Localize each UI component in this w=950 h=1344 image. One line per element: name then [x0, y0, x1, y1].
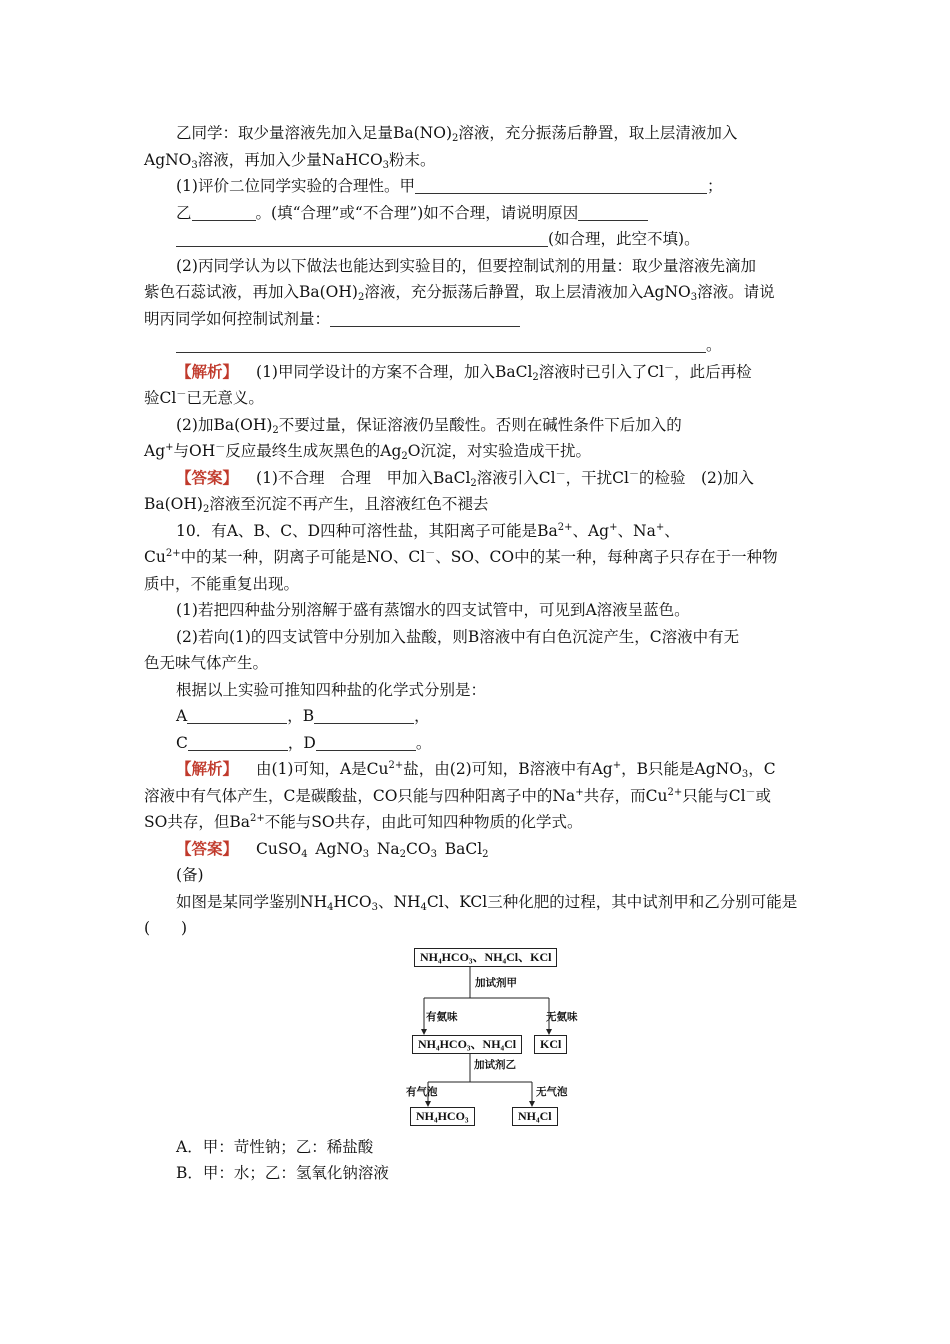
answer-blank[interactable] [192, 203, 256, 221]
answer-blank[interactable] [415, 176, 707, 194]
flowchart-label-has-ammonia: 有氨味 [426, 1010, 458, 1023]
text: ，此后再检 [674, 362, 752, 381]
answer-tag: 【答案】 [176, 467, 239, 487]
question-10-line-3 [144, 571, 808, 598]
text: ，B [287, 707, 315, 725]
answer-10 [144, 836, 808, 863]
question-10-line-6 [144, 650, 808, 677]
analysis-10-line-2 [144, 783, 808, 810]
text: HCO [333, 892, 372, 911]
option-b[interactable] [144, 1160, 808, 1187]
text: ； [706, 177, 723, 195]
answer-blank[interactable] [578, 203, 648, 221]
text: ，B只能是AgNO [621, 760, 742, 778]
superscript: + [655, 521, 665, 533]
superscript: － [176, 389, 187, 400]
text: 色无味气体产生。 [144, 654, 269, 672]
text: 根据以上实验可推知四种盐的化学式分别是： [176, 680, 487, 699]
text: 或 [755, 786, 772, 805]
formula: AgNO [315, 839, 363, 858]
text: 盐，由(2)可知，B溶液中有Ag [403, 760, 613, 778]
text: 质中，不能重复出现。 [144, 574, 300, 593]
question-1-line-3 [144, 226, 808, 253]
text: 乙 [176, 203, 192, 222]
question-10-line-1 [144, 518, 808, 545]
text: AgNO [144, 150, 192, 169]
subscript: 3 [382, 159, 390, 171]
superscript: － [425, 548, 436, 559]
flowchart-box-middle: NH₄HCO₃、NH₄Cl [412, 1035, 522, 1054]
flowchart-box-top: NH₄HCO₃、NH₄Cl、KCl [414, 948, 557, 967]
answer-9-line-2 [144, 491, 808, 518]
answer-blank-b[interactable] [314, 706, 414, 724]
subscript: 2 [401, 451, 408, 462]
text: 溶液。请说 [697, 283, 775, 301]
analysis-9-line-1 [144, 359, 808, 386]
formula: CuSO [256, 839, 302, 858]
subscript: 2 [202, 504, 210, 515]
text: C [176, 733, 188, 752]
answer-blank[interactable] [330, 309, 520, 327]
text: Ag [144, 442, 166, 460]
analysis-10-line-1 [144, 756, 808, 783]
formula: CO [406, 839, 431, 858]
text: (如合理，此空不填)。 [548, 230, 700, 248]
subscript: 3 [741, 769, 749, 780]
analysis-9-line-3 [144, 412, 808, 439]
answer-blank[interactable] [176, 335, 706, 353]
text: 紫色石蕊试液，再加入Ba(OH) [144, 283, 358, 301]
question-10-blanks-cd [144, 730, 808, 757]
answer-9-line-1 [144, 465, 808, 492]
superscript: + [609, 521, 618, 533]
text: 10．有A、B、C、D四种可溶性盐，其阳离子可能是Ba [176, 521, 558, 540]
text: Cu [144, 548, 166, 566]
subscript: 2 [482, 848, 489, 860]
text: B．甲：水；乙：氢氧化钠溶液 [176, 1164, 389, 1182]
analysis-10-line-3 [144, 809, 808, 836]
text: 溶液，充分振荡后静置，取上层清液加入AgNO [364, 283, 691, 301]
text: ，干扰Cl [565, 468, 629, 487]
subscript: 2 [272, 424, 279, 436]
formula: BaCl [444, 839, 483, 858]
subscript: 2 [532, 371, 539, 383]
text: (1)甲同学设计的方案不合理，加入BaCl [256, 362, 533, 381]
text: 不要过量，保证溶液仍呈酸性。否则在碱性条件下后加入的 [278, 415, 682, 434]
text: ， [414, 707, 430, 725]
text: 反应最终生成灰黑色的Ag [225, 442, 402, 460]
bei-label [144, 862, 808, 889]
text: 、Na [617, 521, 656, 540]
text: (1)不合理 合理 甲加入BaCl [256, 468, 471, 487]
identification-flowchart [406, 948, 596, 1128]
superscript: － [664, 362, 675, 374]
superscript: 2+ [667, 786, 683, 798]
text: (1)评价二位同学实验的合理性。甲 [176, 177, 415, 195]
paragraph-yi-method [144, 120, 808, 147]
question-10-line-7 [144, 677, 808, 704]
text: 粉末。 [389, 150, 436, 169]
superscript: － [745, 786, 756, 798]
text: 。 [706, 336, 722, 354]
text: 。 [415, 733, 432, 752]
text: 乙同学：取少量溶液先加入足量Ba(NO [176, 124, 446, 142]
superscript: 2+ [249, 813, 265, 824]
analysis-9-line-2 [144, 385, 808, 412]
answer-blank-d[interactable] [316, 733, 416, 751]
question-2-line-3 [144, 306, 808, 333]
superscript: － [628, 468, 639, 480]
answer-blank-a[interactable] [187, 706, 287, 724]
text: 溶液引入Cl [476, 468, 556, 487]
subscript: 3 [430, 848, 437, 860]
superscript: － [555, 468, 566, 480]
subscript: 3 [371, 901, 378, 913]
text: (2)丙同学认为以下做法也能达到实验目的，但要控制试剂的用量：取少量溶液先滴加 [176, 256, 756, 275]
text: 、Ag [572, 521, 610, 540]
question-2-line-2 [144, 279, 808, 306]
text: ) [445, 124, 453, 142]
text: 验Cl [144, 389, 177, 407]
answer-tag: 【答案】 [176, 838, 239, 858]
flowchart-box-left: NH₄HCO₃ [410, 1107, 475, 1126]
text: (1)若把四种盐分别溶解于盛有蒸馏水的四支试管中，可见到A溶液呈蓝色。 [176, 601, 690, 619]
analysis-9-line-4 [144, 438, 808, 465]
question-1-line-1 [144, 173, 808, 200]
text: 。(填“合理”或“不合理”)如不合理，请说明原因 [255, 203, 579, 222]
formula: Na [376, 839, 400, 858]
subscript: 4 [420, 901, 427, 913]
text: A．甲：苛性钠；乙：稀盐酸 [176, 1137, 374, 1156]
flowchart-label-no-bubble: 无气泡 [536, 1085, 568, 1098]
question-10-line-4 [144, 597, 808, 624]
text: O沉淀，对实验造成干扰。 [407, 442, 591, 460]
superscript: 2+ [557, 521, 573, 533]
text: 明丙同学如何控制试剂量： [144, 309, 331, 328]
text: 、 [664, 521, 680, 540]
answer-blank[interactable] [176, 229, 548, 247]
flowchart-label-has-bubble: 有气泡 [406, 1085, 438, 1098]
text: 如图是某同学鉴别NH [176, 892, 328, 911]
subscript: 2 [357, 292, 365, 303]
text: 溶液，再加入少量NaHCO [197, 150, 383, 169]
text: 、NH [377, 892, 421, 911]
subscript: 3 [362, 848, 370, 860]
text: SO共存，但Ba [144, 813, 250, 831]
text: 溶液中有气体产生，C是碳酸盐，CO只能与四种阳离子中的Na [144, 786, 576, 805]
subscript: 4 [301, 848, 308, 860]
text: ，C [748, 760, 776, 778]
superscript: + [575, 786, 584, 798]
superscript: 2+ [388, 760, 404, 771]
subscript: 4 [327, 901, 334, 913]
text: Cl、KCl三种化肥的过程，其中试剂甲和乙分别可能是 [426, 892, 798, 911]
superscript: + [165, 442, 174, 453]
paragraph-yi-method-cont [144, 147, 808, 174]
question-2-line-4 [144, 332, 808, 359]
text: ，D [287, 733, 316, 752]
subscript: 3 [690, 292, 698, 303]
text: 与OH [173, 442, 216, 460]
superscript: 2+ [165, 548, 181, 559]
text: 不能与SO共存，由此可知四种物质的化学式。 [264, 813, 583, 831]
text: 溶液至沉淀不再产生，且溶液红色不褪去 [209, 495, 489, 513]
document-page [144, 120, 808, 1187]
text: 中的某一种，阴离子可能是NO、Cl [180, 548, 426, 566]
text: 的检验 (2)加入 [638, 468, 754, 487]
flowchart-label-reagent-2: 加试剂乙 [474, 1058, 516, 1071]
superscript: － [215, 442, 226, 453]
text: 已无意义。 [186, 389, 264, 407]
question-bei-line-1 [144, 889, 808, 916]
text: 共存，而Cu [583, 786, 668, 805]
text: 溶液，充分振荡后静置，取上层清液加入 [458, 124, 738, 142]
flowchart-label-reagent-1: 加试剂甲 [475, 976, 517, 989]
subscript: 2 [452, 133, 459, 144]
question-1-line-2 [144, 200, 808, 227]
text: ( ) [144, 919, 188, 937]
question-2-line-1 [144, 253, 808, 280]
text: Ba(OH) [144, 495, 203, 513]
question-10-line-2 [144, 544, 808, 571]
answer-blank-c[interactable] [188, 733, 288, 751]
text: A [176, 707, 188, 725]
text: (2)若向(1)的四支试管中分别加入盐酸，则B溶液中有白色沉淀产生，C溶液中有无 [176, 627, 740, 646]
question-bei-line-2 [144, 915, 808, 942]
analysis-tag: 【解析】 [176, 759, 239, 778]
flowchart-label-no-ammonia: 无氨味 [546, 1010, 578, 1023]
text: 、SO、CO中的某一种，每种离子只存在于一种物 [435, 548, 778, 566]
option-a[interactable] [144, 1134, 808, 1161]
flowchart-box-right: NH₄Cl [512, 1107, 558, 1126]
question-10-blanks-ab [144, 703, 808, 730]
flowchart-box-kcl: KCl [534, 1035, 567, 1054]
text: 由(1)可知，A是Cu [256, 760, 389, 778]
text: (备) [176, 866, 204, 884]
text: (2)加Ba(OH) [176, 415, 273, 434]
question-10-line-5 [144, 624, 808, 651]
analysis-tag: 【解析】 [176, 361, 239, 381]
subscript: 2 [470, 477, 477, 489]
subscript: 2 [399, 848, 407, 860]
superscript: + [612, 760, 622, 771]
text: 溶液时已引入了Cl [538, 362, 665, 381]
subscript: 3 [191, 159, 198, 171]
text: 只能与Cl [682, 786, 746, 805]
